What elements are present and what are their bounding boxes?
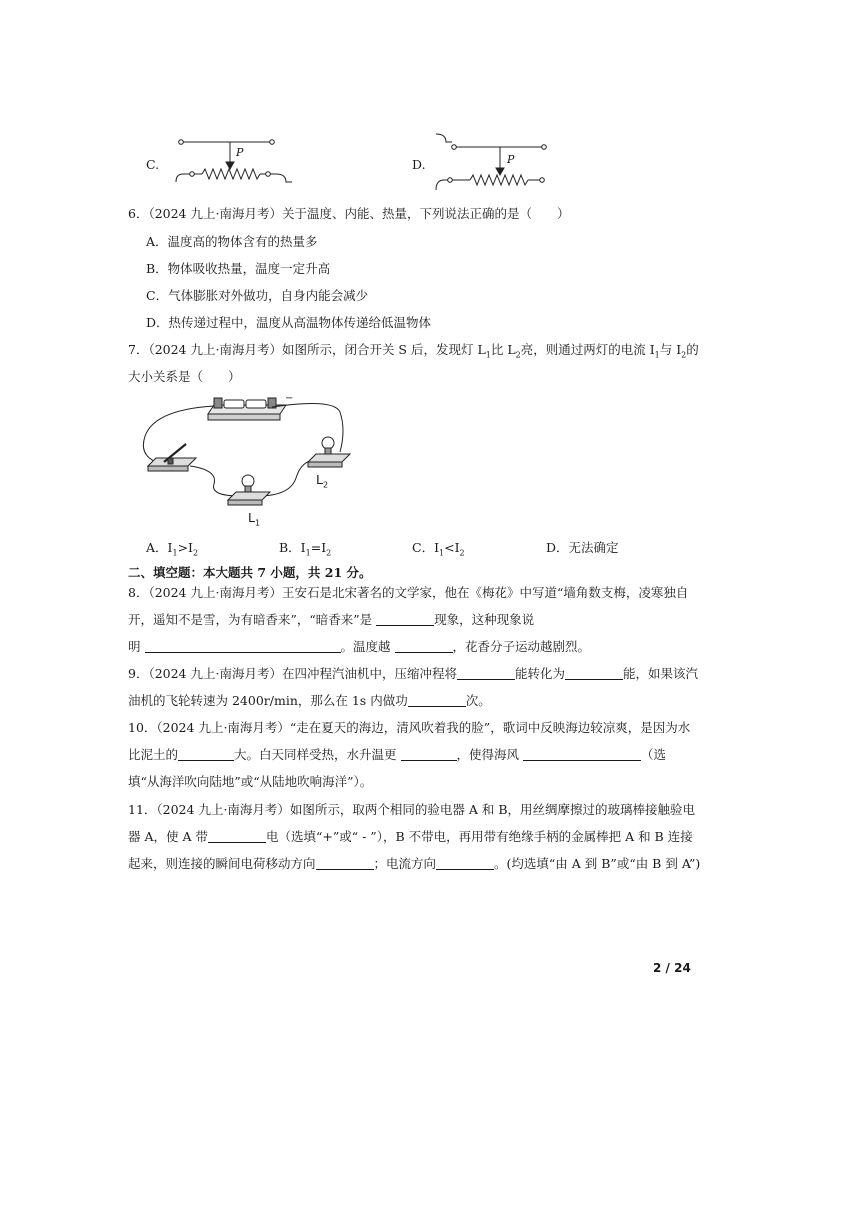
question-10-line1: 10．（2024 九上·南海月考）“走在夏天的海边，清风吹着我的脸”，歌词中反映海边较凉爽，是因为水 <box>128 720 691 735</box>
answer-blank[interactable] <box>457 667 515 680</box>
question-6-option-d: D．热传递过程中，温度从高温物体传递给低温物体 <box>146 315 432 330</box>
question-7-option-a: A．$I_1>I_2$ <box>146 540 199 558</box>
page-number: 2 / 24 <box>653 961 691 975</box>
answer-blank[interactable] <box>408 694 466 707</box>
question-7-stem-line1: 7．（2024 九上·南海月考）如图所示，闭合开关 S 后，发现灯 $L_1$比 $L_2$亮，则通过两灯的电流 $I_1$与 $I_2$的 <box>128 342 699 360</box>
question-6-option-c: C．气体膨胀对外做功，自身内能会减少 <box>146 288 369 303</box>
battery-minus-label: − <box>285 393 294 404</box>
question-7-option-c: C．$I_1<I_2$ <box>412 540 465 558</box>
question-6-option-b: B．物体吸收热量，温度一定升高 <box>146 261 331 276</box>
answer-blank[interactable] <box>376 613 434 626</box>
question-7-stem-line2: 大小关系是（ ） <box>128 369 241 384</box>
question-11-line1: 11．（2024 九上·南海月考）如图所示，取两个相同的验电器 A 和 B，用丝绸摩擦过的玻璃棒接触验电 <box>128 802 696 817</box>
question-6-option-a: A．温度高的物体含有的热量多 <box>146 234 318 249</box>
question-8-line1: 8．（2024 九上·南海月考）王安石是北宋著名的文学家，他在《梅花》中写道“墙角数支梅，凌寒独自 <box>128 585 689 600</box>
circuit-figure <box>0 0 867 540</box>
question-10-line2: 比泥土的 大。白天同样受热，水升温更 ，使得海风 （选 <box>128 747 667 762</box>
question-8-line2: 开，遥知不是雪，为有暗香来”，“暗香来”是 现象，这种现象说 <box>128 612 535 627</box>
question-6-stem: 6．（2024 九上·南海月考）关于温度、内能、热量，下列说法正确的是（ ） <box>128 206 570 221</box>
answer-blank[interactable] <box>523 748 641 761</box>
answer-blank[interactable] <box>395 640 453 653</box>
answer-blank[interactable] <box>401 748 457 761</box>
question-7-option-d: D．无法确定 <box>546 540 619 555</box>
answer-blank[interactable] <box>565 667 623 680</box>
option-d-label: D. <box>412 157 426 172</box>
lamp-l1-label: $L_1$ <box>248 510 261 528</box>
answer-blank[interactable] <box>178 748 234 761</box>
question-11-line2: 器 A，使 A 带 电（选填“+”或“ - ”），B 不带电，再用带有绝缘手柄的金属棒把 A 和 B 连接 <box>128 829 693 844</box>
question-10-line3: 填“从海洋吹向陆地”或“从陆地吹响海洋”）。 <box>128 774 373 789</box>
question-9-line2: 油机的飞轮转速为 2400r/min，那么在 1s 内做功 次。 <box>128 693 491 708</box>
question-9-line1: 9．（2024 九上·南海月考）在四冲程汽油机中，压缩冲程将 能转化为 能，如果该汽 <box>128 666 698 681</box>
lamp-l2-label: $L_2$ <box>316 472 329 490</box>
question-8-line3: 明 。温度越 ，花香分子运动越剧烈。 <box>128 639 591 654</box>
answer-blank[interactable] <box>436 857 494 870</box>
slider-p-label-d: P <box>507 153 515 166</box>
question-7-option-b: B．$I_1=I_2$ <box>279 540 332 558</box>
answer-blank[interactable] <box>316 857 374 870</box>
answer-blank[interactable] <box>208 830 266 843</box>
option-c-label: C. <box>146 157 160 172</box>
answer-blank[interactable] <box>145 640 341 653</box>
section-2-header: 二、填空题：本大题共 7 小题，共 21 分。 <box>128 565 372 580</box>
slider-p-label-c: P <box>236 146 244 159</box>
question-11-line3: 起来，则连接的瞬间电荷移动方向 ；电流方向 。(均选填“由 A 到 B”或“由 B 到 A”) <box>128 856 701 871</box>
